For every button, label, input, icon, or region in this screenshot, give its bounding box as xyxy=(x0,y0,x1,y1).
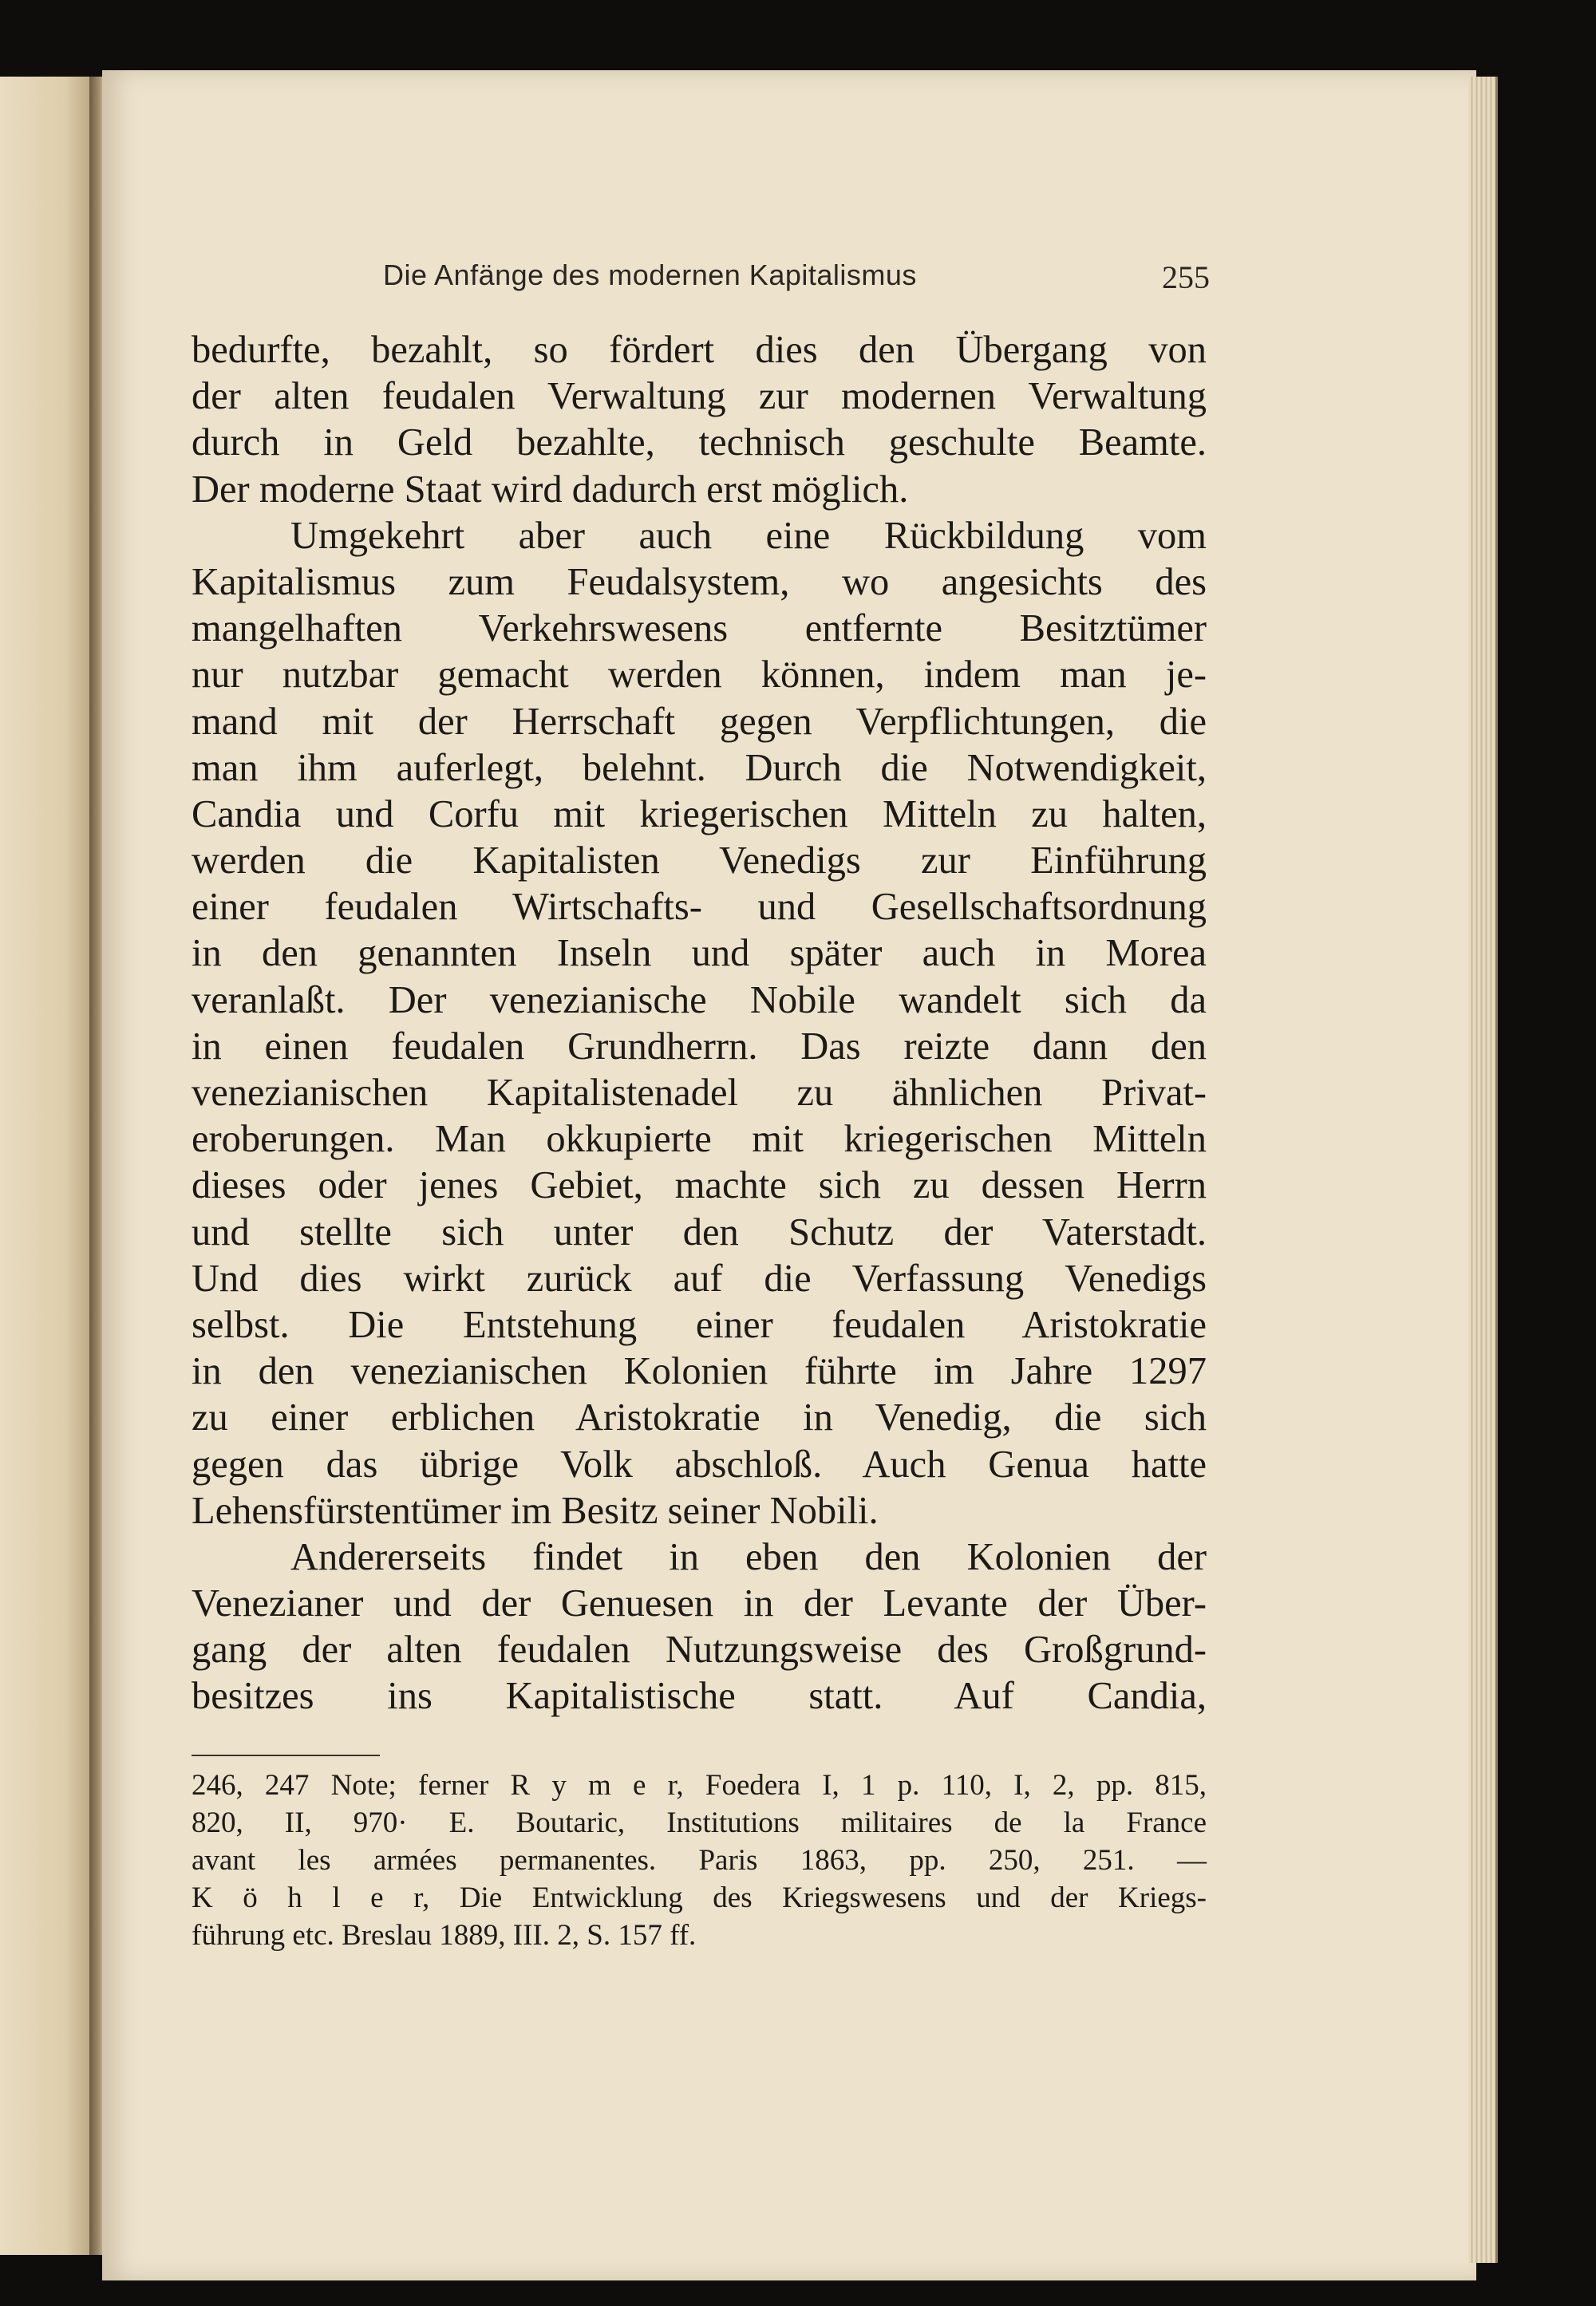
page-number: 255 xyxy=(1162,259,1210,295)
text-line: Kapitalismus zum Feudalsystem, wo angesichts des xyxy=(192,560,1207,603)
footnotes xyxy=(192,1767,1207,1954)
text-line: in den venezianischen Kolonien führte im Jahre 1297 xyxy=(192,1350,1207,1393)
text-line: bedurfte, bezahlt, so fördert dies den Übergang von xyxy=(192,329,1207,371)
text-line: nur nutzbar gemacht werden können, indem man je- xyxy=(192,653,1207,697)
text-line: gegen das übrige Volk abschloß. Auch Genua hatte xyxy=(192,1443,1207,1486)
text-line: Umgekehrt aber auch eine Rückbildung vom xyxy=(290,514,1207,557)
text-line: besitzes ins Kapitalistische statt. Auf Candia, xyxy=(192,1675,1207,1718)
text-line: Der moderne Staat wird dadurch erst möglich. xyxy=(192,468,909,511)
footnote-rule xyxy=(192,1755,380,1756)
text-line: zu einer erblichen Aristokratie in Venedig, die sich xyxy=(192,1396,1207,1439)
text-line: einer feudalen Wirtschafts- und Gesellschaftsordnung xyxy=(192,886,1207,929)
footnote-line: führung etc. Breslau 1889, III. 2, S. 157 ff. xyxy=(192,1919,697,1952)
left-page-edge xyxy=(0,77,94,2255)
text-line: in einen feudalen Grundherrn. Das reizte dann den xyxy=(192,1025,1207,1068)
text-line: selbst. Die Entstehung einer feudalen Aristokratie xyxy=(192,1303,1207,1346)
text-line: werden die Kapitalisten Venedigs zur Einführung xyxy=(192,839,1207,883)
text-line: venezianischen Kapitalistenadel zu ähnlichen Privat- xyxy=(192,1072,1207,1114)
footnote-line: 820, II, 970· E. Boutaric, Institutions militaires de la France xyxy=(192,1806,1207,1839)
text-line: Lehensfürstentümer im Besitz seiner Nobili. xyxy=(192,1489,879,1532)
text-line: und stellte sich unter den Schutz der Vaterstadt. xyxy=(192,1210,1207,1254)
text-line: der alten feudalen Verwaltung zur modernen Verwaltung xyxy=(192,375,1207,418)
body-text xyxy=(192,327,1207,1720)
text-line: gang der alten feudalen Nutzungsweise des Großgrund- xyxy=(192,1629,1207,1672)
text-line: mangelhaften Verkehrswesens entfernte Besitztümer xyxy=(192,607,1207,650)
text-line: Venezianer und der Genuesen in der Levante der Über- xyxy=(192,1582,1207,1625)
text-line: durch in Geld bezahlte, technisch geschulte Beamte. xyxy=(192,421,1207,464)
text-line: man ihm auferlegt, belehnt. Durch die Notwendigkeit, xyxy=(192,746,1207,789)
running-head: Die Anfänge des modernen Kapitalismus xyxy=(383,259,917,291)
text-line: Und dies wirkt zurück auf die Verfassung Venedigs xyxy=(192,1257,1207,1300)
footnote-line: K ö h l e r, Die Entwicklung des Kriegswesens und der Kriegs- xyxy=(192,1882,1207,1914)
footnote-line: avant les armées permanentes. Paris 1863, pp. 250, 251. — xyxy=(192,1844,1207,1877)
text-line: Andererseits findet in eben den Kolonien der xyxy=(290,1535,1207,1578)
page-edges xyxy=(1468,77,1498,2263)
text-line: in den genannten Inseln und später auch in Morea xyxy=(192,932,1207,975)
text-line: Candia und Corfu mit kriegerischen Mitteln zu halten, xyxy=(192,792,1207,835)
footnote-line: 246, 247 Note; ferner R y m e r, Foedera I, 1 p. 110, I, 2, pp. 815, xyxy=(192,1769,1207,1802)
text-line: dieses oder jenes Gebiet, machte sich zu dessen Herrn xyxy=(192,1164,1207,1207)
text-line: eroberungen. Man okkupierte mit kriegerischen Mitteln xyxy=(192,1118,1207,1161)
text-line: veranlaßt. Der venezianische Nobile wandelt sich da xyxy=(192,978,1207,1021)
text-line: mand mit der Herrschaft gegen Verpflichtungen, die xyxy=(192,700,1207,743)
